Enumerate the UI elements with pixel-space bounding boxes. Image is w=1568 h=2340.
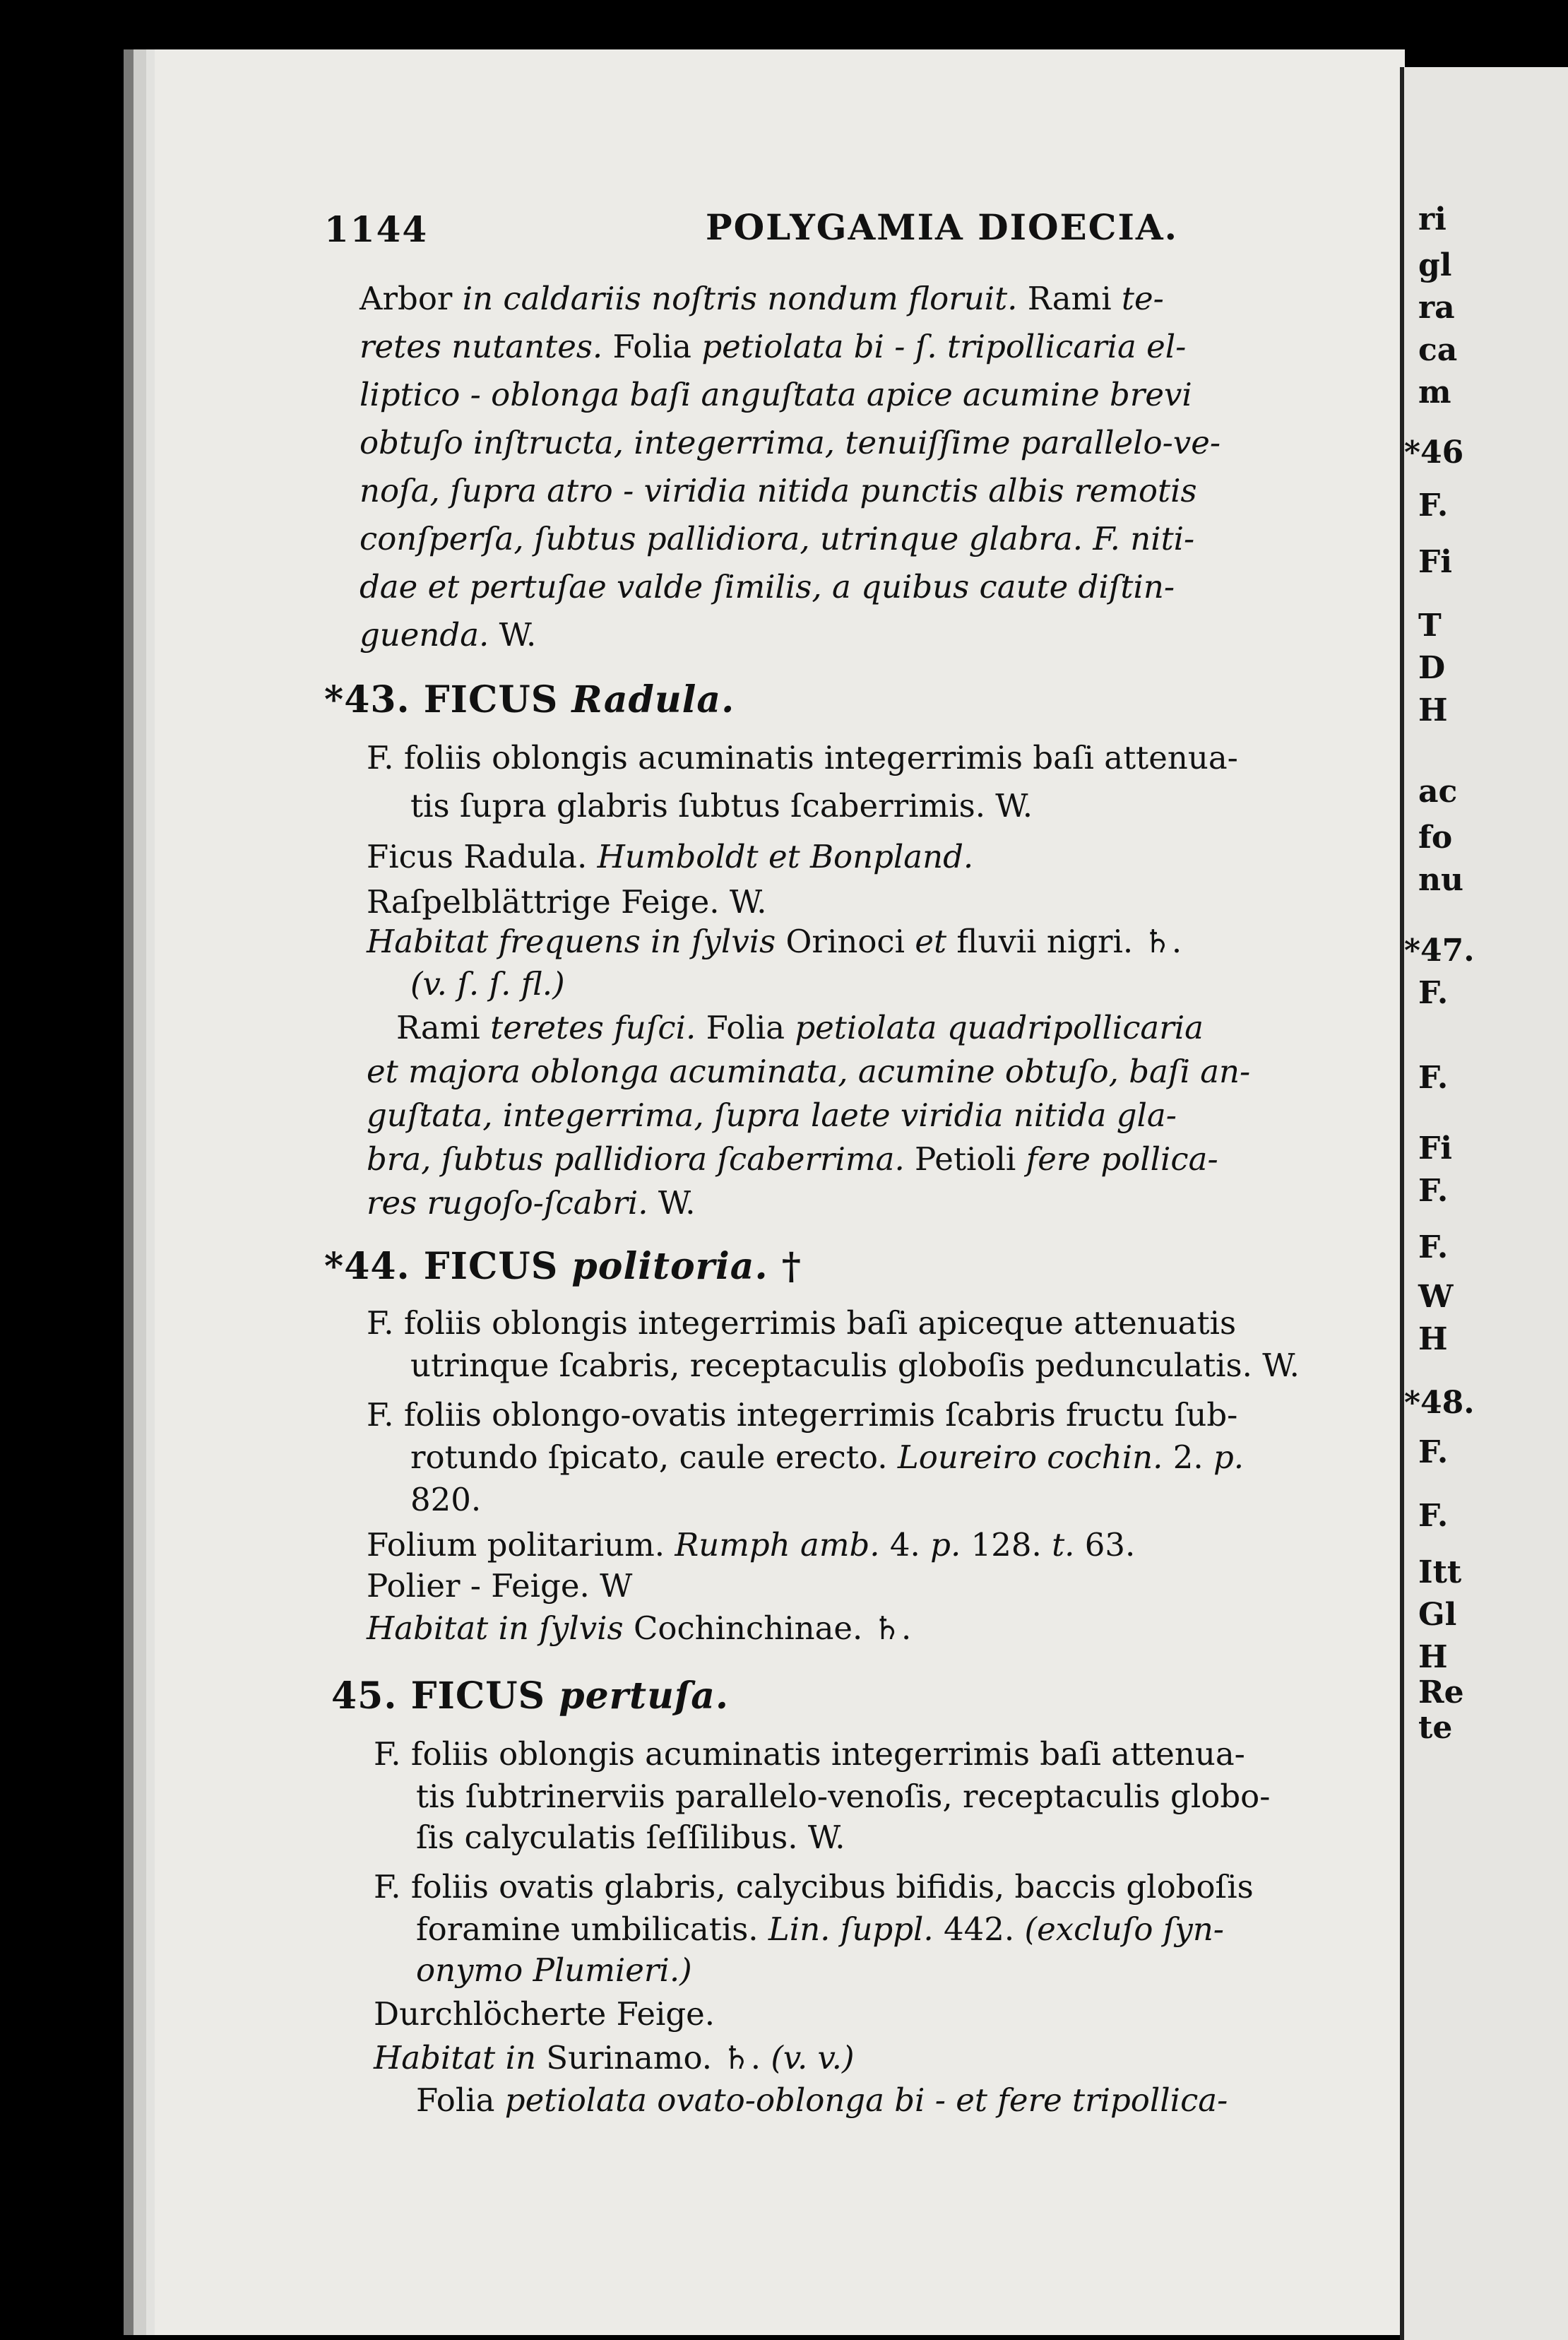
text-run: te- bbox=[1121, 280, 1164, 317]
species-heading bbox=[324, 1245, 802, 1288]
text-line bbox=[367, 1184, 696, 1222]
text-line bbox=[396, 1009, 1204, 1046]
text-line bbox=[360, 616, 537, 654]
right-page-fragment: Re bbox=[1418, 1674, 1464, 1710]
text-line bbox=[367, 1053, 1251, 1090]
text-run: t. bbox=[1052, 1526, 1075, 1564]
text-run: 45. FICUS bbox=[331, 1674, 559, 1718]
text-run: F. foliis oblongis integerrimis baſi apiceque attenuatis bbox=[367, 1304, 1237, 1342]
text-run: Petioli bbox=[904, 1140, 1026, 1178]
text-run: fere pollica- bbox=[1026, 1140, 1218, 1178]
text-run: et bbox=[915, 923, 947, 960]
right-page-fragment: Itt bbox=[1418, 1554, 1462, 1590]
text-run: noſa, ſupra atro - viridia nitida punctis albis remotis bbox=[360, 472, 1197, 509]
text-run: obtuſo inſtructa, integerrima, tenuiſſime parallelo-ve- bbox=[360, 424, 1221, 461]
text-run: Loureiro cochin. bbox=[897, 1438, 1163, 1476]
text-line bbox=[360, 568, 1175, 605]
text-line bbox=[367, 1140, 1218, 1178]
text-run: Habitat in bbox=[374, 2039, 536, 2076]
text-run: foramine umbilicatis. bbox=[416, 1910, 768, 1948]
text-run: Arbor bbox=[360, 280, 463, 317]
text-run: *44. FICUS bbox=[324, 1245, 572, 1288]
text-line bbox=[360, 424, 1221, 461]
text-run: Folia bbox=[416, 2081, 505, 2119]
text-line bbox=[410, 1438, 1245, 1476]
right-page-fragment: F. bbox=[1418, 975, 1449, 1011]
text-run: 442. bbox=[933, 1910, 1025, 1948]
text-line bbox=[410, 787, 1033, 825]
right-page-fragment: m bbox=[1418, 374, 1451, 410]
text-run: W. bbox=[648, 1184, 696, 1222]
text-line bbox=[374, 1995, 715, 2033]
text-run: Cochinchinae. ♄. bbox=[623, 1609, 912, 1647]
text-line bbox=[360, 520, 1195, 557]
text-run: Folium politarium. bbox=[367, 1526, 675, 1564]
right-page-fragment: H bbox=[1418, 1321, 1448, 1357]
right-page-fragment: F. bbox=[1418, 1434, 1449, 1470]
text-run: Habitat in ſylvis bbox=[367, 1609, 624, 1647]
text-line bbox=[374, 1735, 1245, 1773]
text-run: 4. bbox=[879, 1526, 931, 1564]
text-run: F. foliis oblongo-ovatis integerrimis ſcabris fructu ſub- bbox=[367, 1396, 1238, 1434]
right-page-fragment: H bbox=[1418, 1639, 1448, 1675]
text-run: Surinamo. ♄. bbox=[535, 2039, 771, 2076]
page-number: 1144 bbox=[324, 208, 429, 250]
text-run: F. foliis oblongis acuminatis integerrimis baſi attenua- bbox=[374, 1735, 1245, 1773]
text-run: teretes fuſci. bbox=[490, 1009, 696, 1046]
text-run: Orinoci bbox=[776, 923, 915, 960]
text-run: guenda. bbox=[360, 616, 489, 654]
text-run: petiolata quadripollicaria bbox=[795, 1009, 1204, 1046]
text-line bbox=[360, 472, 1197, 509]
text-run: (excluſo ſyn- bbox=[1024, 1910, 1225, 1948]
right-page-fragment: ri bbox=[1418, 201, 1447, 237]
text-line bbox=[416, 1951, 692, 1989]
right-page-fragment: gl bbox=[1418, 247, 1452, 283]
right-page-fragment: ac bbox=[1418, 774, 1458, 810]
text-run: Raſpelblättrige Feige. W. bbox=[367, 883, 767, 921]
adjacent-page-edge bbox=[1400, 67, 1568, 2340]
text-run: (v. v.) bbox=[771, 2039, 855, 2076]
text-run: *43. FICUS bbox=[324, 678, 572, 721]
right-page-fragment: Gl bbox=[1418, 1597, 1457, 1633]
text-line bbox=[367, 1396, 1238, 1434]
text-line bbox=[367, 739, 1238, 776]
right-page-fragment: T bbox=[1418, 608, 1442, 644]
text-line bbox=[374, 2039, 855, 2076]
text-line bbox=[360, 328, 1187, 365]
right-page-fragment: D bbox=[1418, 650, 1446, 686]
right-page-fragment: fo bbox=[1418, 820, 1453, 856]
text-line bbox=[367, 883, 767, 921]
text-line bbox=[367, 1609, 912, 1647]
text-line bbox=[410, 1481, 482, 1518]
text-run: pertuſa. bbox=[559, 1674, 730, 1718]
text-line bbox=[367, 1304, 1237, 1342]
text-run: Rami bbox=[396, 1009, 491, 1046]
right-page-fragment: F. bbox=[1418, 1060, 1449, 1096]
text-line bbox=[367, 1526, 1136, 1564]
right-page-fragment: F. bbox=[1418, 488, 1449, 524]
text-run: Folia bbox=[602, 328, 702, 365]
text-run: ſis calyculatis ſeſſilibus. W. bbox=[416, 1819, 845, 1856]
text-run: et majora oblonga acuminata, acumine obtuſo, baſi an- bbox=[367, 1053, 1251, 1090]
right-page-fragment: F. bbox=[1418, 1173, 1449, 1209]
text-line bbox=[410, 1347, 1300, 1384]
text-line bbox=[360, 280, 1164, 317]
text-run: Lin. ſuppl. bbox=[768, 1910, 934, 1948]
book-page bbox=[124, 49, 1405, 2335]
text-line bbox=[416, 2081, 1228, 2119]
text-run: 63. bbox=[1074, 1526, 1136, 1564]
text-run: W. bbox=[489, 616, 537, 654]
text-line bbox=[360, 376, 1192, 413]
text-line bbox=[410, 965, 565, 1003]
right-page-fragment: H bbox=[1418, 692, 1448, 728]
text-run: utrinque ſcabris, receptaculis globoſis pedunculatis. W. bbox=[410, 1347, 1300, 1384]
right-page-fragment: *48. bbox=[1404, 1385, 1475, 1421]
text-run: conſperſa, ſubtus pallidiora, utrinque glabra. F. niti- bbox=[360, 520, 1195, 557]
text-line bbox=[367, 1567, 633, 1605]
text-run: onymo Plumieri.) bbox=[416, 1951, 692, 1989]
text-run: petiolata ovato-oblonga bi - et fere tripollica- bbox=[504, 2081, 1228, 2119]
text-run: Ficus Radula. bbox=[367, 838, 598, 875]
text-run: bra, ſubtus pallidiora ſcaberrima. bbox=[367, 1140, 905, 1178]
text-run: rotundo ſpicato, caule erecto. bbox=[410, 1438, 898, 1476]
text-run: retes nutantes. bbox=[360, 328, 603, 365]
text-run: tis ſupra glabris ſubtus ſcaberrimis. W. bbox=[410, 787, 1033, 825]
text-run: F. foliis oblongis acuminatis integerrimis baſi attenua- bbox=[367, 739, 1238, 776]
text-run: liptico - oblonga baſi anguſtata apice acumine brevi bbox=[360, 376, 1192, 413]
text-run: 128. bbox=[961, 1526, 1052, 1564]
right-page-fragment: ca bbox=[1418, 332, 1458, 368]
right-page-fragment: F. bbox=[1418, 1498, 1449, 1534]
text-line bbox=[367, 838, 974, 875]
right-page-fragment: te bbox=[1418, 1710, 1453, 1746]
text-run: Rami bbox=[1017, 280, 1122, 317]
running-title: POLYGAMIA DIOECIA. bbox=[706, 206, 1179, 248]
text-run: guſtata, integerrima, ſupra laete viridia nitida gla- bbox=[367, 1097, 1177, 1134]
text-run: Humboldt et Bonpland. bbox=[597, 838, 974, 875]
right-page-fragment: Fi bbox=[1418, 1130, 1452, 1166]
text-run: Rumph amb. bbox=[675, 1526, 880, 1564]
text-run: F. foliis ovatis glabris, calycibus bifidis, baccis globoſis bbox=[374, 1868, 1254, 1905]
text-run: p. bbox=[1213, 1438, 1245, 1476]
text-run: dae et pertuſae valde ſimilis, a quibus caute diſtin- bbox=[360, 568, 1175, 605]
right-page-fragment: W bbox=[1418, 1279, 1454, 1315]
right-page-fragment: Fi bbox=[1418, 544, 1452, 580]
right-page-fragment: F. bbox=[1418, 1229, 1449, 1265]
text-run: Habitat frequens in ſylvis bbox=[367, 923, 776, 960]
right-page-fragment: ra bbox=[1418, 290, 1455, 326]
text-run: p. bbox=[930, 1526, 961, 1564]
text-run: in caldariis noſtris nondum floruit. bbox=[462, 280, 1018, 317]
text-line bbox=[374, 1868, 1254, 1905]
text-run: † bbox=[768, 1245, 802, 1288]
text-run: Radula. bbox=[571, 678, 735, 721]
text-run: tis ſubtrinerviis parallelo-venoſis, receptaculis globo- bbox=[416, 1778, 1271, 1815]
species-heading bbox=[331, 1674, 729, 1718]
text-line bbox=[416, 1910, 1225, 1948]
right-page-fragment: *47. bbox=[1404, 933, 1475, 969]
text-run: Durchlöcherte Feige. bbox=[374, 1995, 715, 2033]
text-run: fluvii nigri. ♄. bbox=[946, 923, 1182, 960]
text-line bbox=[416, 1819, 845, 1856]
text-run: 820. bbox=[410, 1481, 482, 1518]
right-page-fragment: nu bbox=[1418, 862, 1463, 898]
text-run: (v. ſ. ſ. fl.) bbox=[410, 965, 565, 1003]
text-run: res rugoſo-ſcabri. bbox=[367, 1184, 648, 1222]
right-page-fragment: *46 bbox=[1404, 435, 1464, 471]
text-line bbox=[367, 923, 1182, 960]
text-line bbox=[367, 1097, 1177, 1134]
text-line bbox=[416, 1778, 1271, 1815]
text-run: petiolata bi - ſ. tripollicaria el- bbox=[701, 328, 1187, 365]
text-run: Polier - Feige. W bbox=[367, 1567, 633, 1605]
text-run: Folia bbox=[696, 1009, 795, 1046]
species-heading bbox=[324, 678, 735, 721]
text-run: politoria. bbox=[571, 1245, 768, 1288]
text-run: 2. bbox=[1163, 1438, 1213, 1476]
